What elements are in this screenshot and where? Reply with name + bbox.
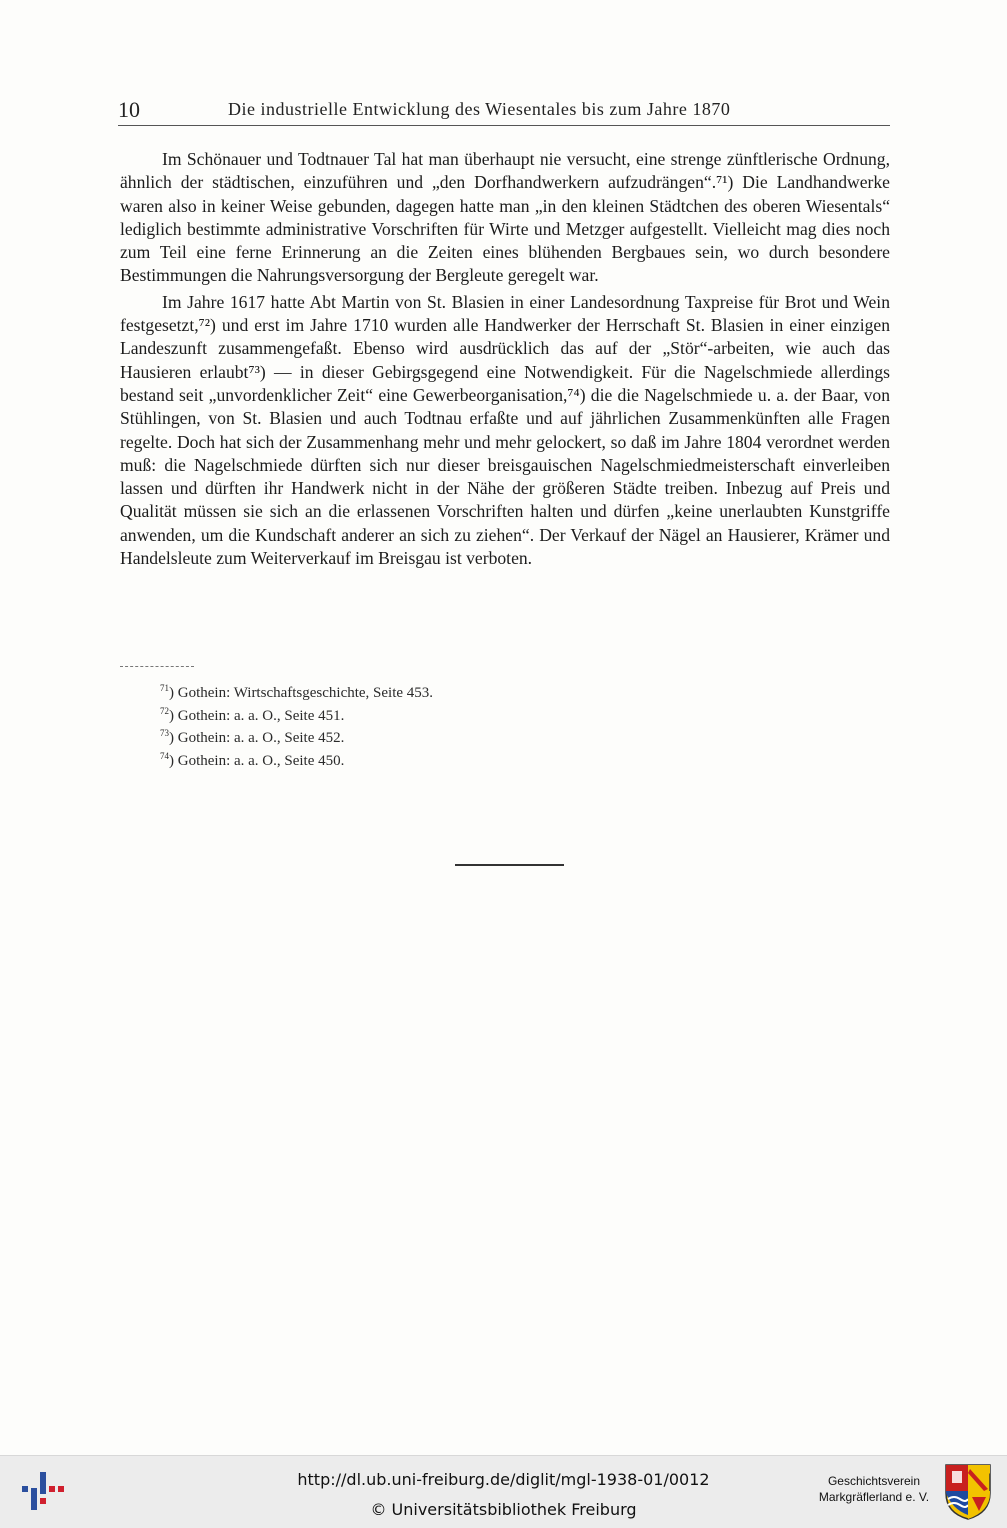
running-title: Die industrielle Entwicklung des Wiesentales bis zum Jahre 1870 bbox=[228, 99, 731, 119]
society-name bbox=[804, 1473, 944, 1505]
footnote-74 bbox=[160, 748, 660, 771]
body-text bbox=[120, 148, 890, 570]
footnote-71 bbox=[160, 680, 660, 703]
footnote-mark: 71 bbox=[160, 683, 169, 693]
coat-of-arms-icon bbox=[944, 1463, 992, 1521]
paragraph-1: Im Schönauer und Todtnauer Tal hat man überhaupt nie versucht, eine strenge zünftlerische Ordnung, ähnlich der städtischen, einzuführen und „den Dorfhandwerkern aufzudrängen“.⁷¹) Die Landhandwerke waren also in keiner Weise gebunden, dagegen hatte man „in den kleinen Städtchen des oberen Wiesentals“ lediglich bestimmte administrative Vorschriften für Wirte und Metzger aufgestellt. Vielleicht mag dies noch zum Teil eine ferne Erinnerung an die Zeiten eines blühenden Bergbaues sein, wo durch besondere Bestimmungen die Nahrungsversorgung der Bergleute geregelt war. bbox=[120, 149, 890, 286]
footnote-text: ) Gothein: a. a. O., Seite 452. bbox=[169, 730, 345, 746]
footnote-mark: 73 bbox=[160, 728, 169, 738]
footnote-72 bbox=[160, 703, 660, 726]
footnote-separator bbox=[120, 666, 194, 667]
footnote-mark: 72 bbox=[160, 705, 169, 716]
footnote-text: ) Gothein: a. a. O., Seite 451. bbox=[169, 707, 345, 724]
footnotes bbox=[160, 680, 660, 770]
section-end-rule bbox=[455, 864, 564, 866]
paragraph-2: Im Jahre 1617 hatte Abt Martin von St. Blasien in einer Landesordnung Taxpreise für Brot und Wein festgesetzt,⁷²) und erst im Jahre 1710 wurden alle Handwerker der Herrschaft St. Blasien in einer einzigen Landeszunft zusammengefaßt. Ebenso wird ausdrücklich das auf der „Stör“-arbeiten, wie auch das Hausieren erlaubt⁷³) — in dieser Gebirgsgegend eine Notwendigkeit. Für die Nagelschmiede allerdings bestand seit „unvordenklicher Zeit“ eine Gewerbeorganisation,⁷⁴) die die Nagelschmiede u. a. der Baar, von Stühlingen, von St. Blasien und auch Todtnau erfaßte und auf jährlichen Zusammenkünften alle Fragen regelte. Doch hat sich der Zusammenhang mehr und mehr gelockert, so daß im Jahre 1804 verordnet werden muß: die Nagelschmiede dürften sich nur dieser breisgauischen Nagelschmiedmeisterschaft einverleiben lassen und dürften ihr Handwerk nicht in der Nähe der größeren Städte treiben. Inbezug auf Preis und Qualität müssen sie sich an die erlassenen Vorschriften halten und dürfen „keine unerlaubten Kunstgriffe anwenden, um die Kundschaft anderer an sich zu ziehen“. Der Verkauf der Nägel an Hausierer, Krämer und Handelsleute zum Weiterverkauf im Breisgau ist verboten. bbox=[120, 291, 890, 569]
page-header bbox=[118, 97, 890, 126]
society-line-1: Geschichtsverein bbox=[827, 1474, 921, 1488]
footnote-text: ) Gothein: Wirtschaftsgeschichte, Seite 453. bbox=[169, 685, 434, 701]
footnote-text: ) Gothein: a. a. O., Seite 450. bbox=[169, 752, 345, 769]
permalink-url[interactable]: http://dl.ub.uni-freiburg.de/diglit/mgl-1938-01/0012 bbox=[297, 1470, 710, 1489]
footnote-mark: 74 bbox=[160, 750, 169, 761]
viewer-footer bbox=[0, 1455, 1007, 1528]
page-number: 10 bbox=[118, 97, 140, 122]
copyright-notice: © Universitätsbibliothek Freiburg bbox=[370, 1500, 637, 1519]
footnote-73 bbox=[160, 725, 660, 748]
society-line-2: Markgräflerland e. V. bbox=[818, 1490, 930, 1504]
